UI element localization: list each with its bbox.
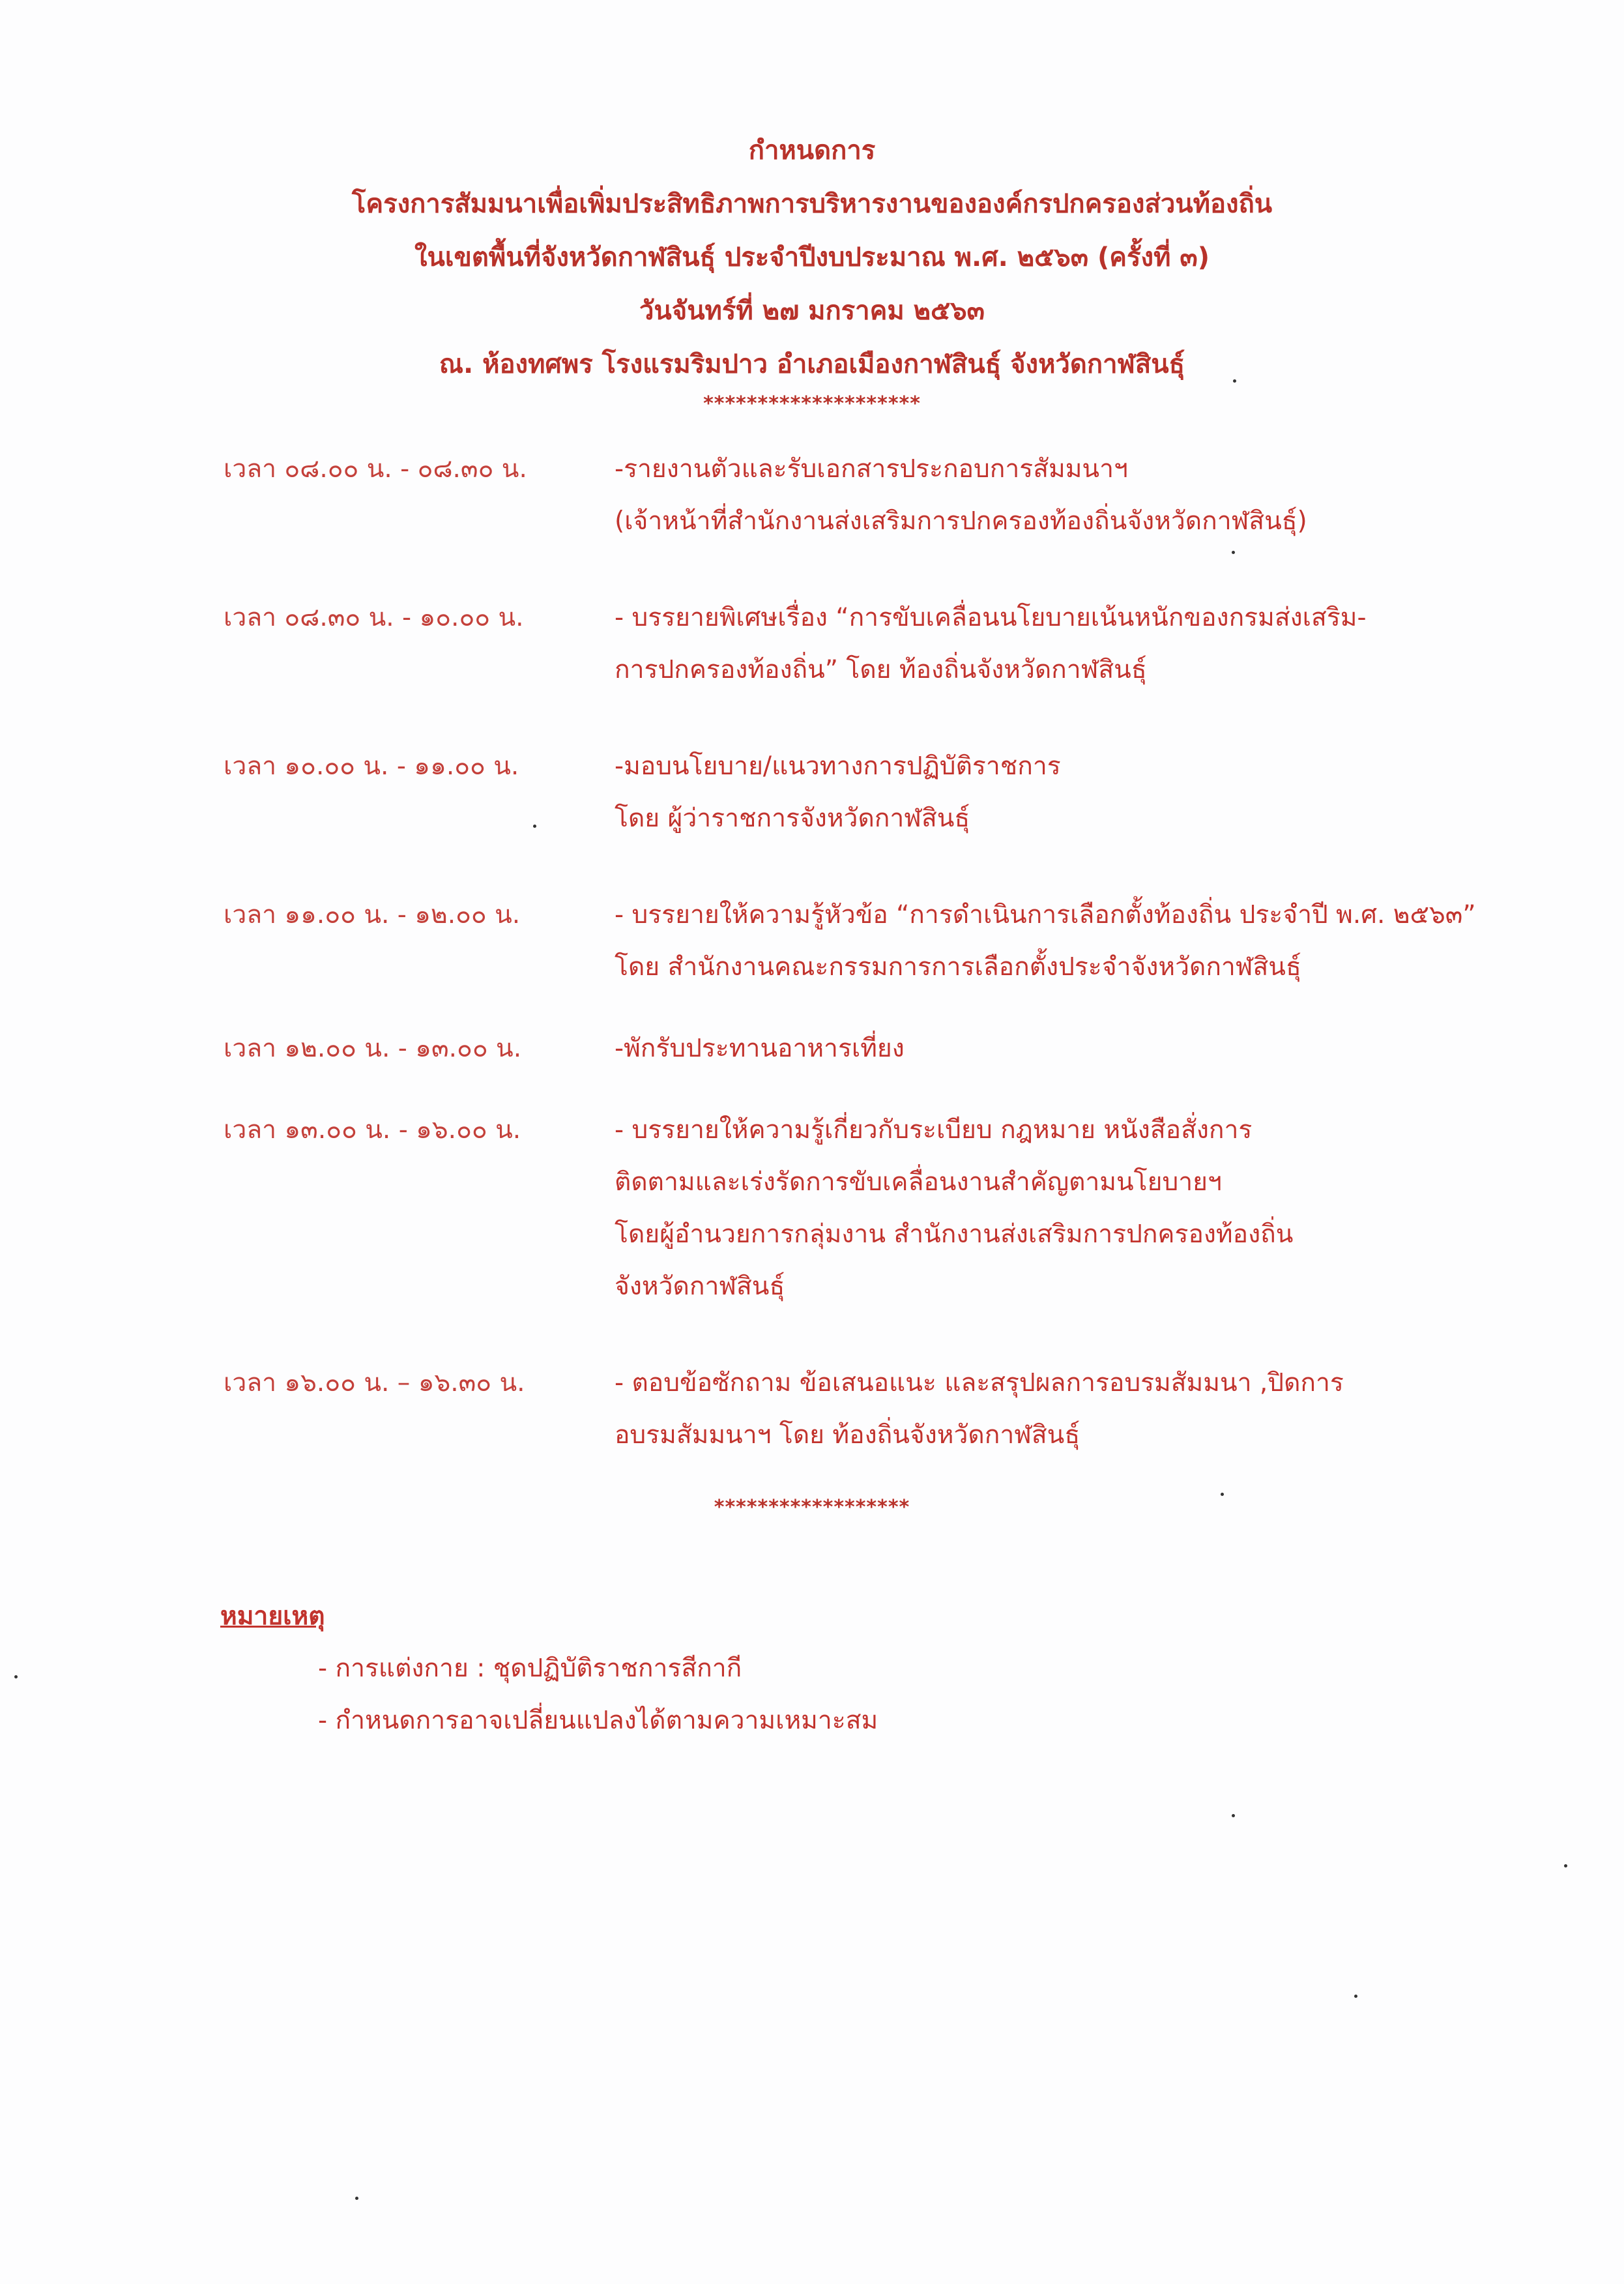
schedule-description-line: - ตอบข้อซักถาม ข้อเสนอแนะ และสรุปผลการอบรมสัมมนา ,ปิดการ bbox=[615, 1368, 1344, 1398]
note-heading: หมายเหตุ bbox=[220, 1602, 325, 1631]
scan-speck bbox=[1232, 1814, 1235, 1817]
schedule-time: เวลา ๑๖.๐๐ น. – ๑๖.๓๐ น. bbox=[224, 1368, 525, 1398]
note-item: - การแต่งกาย : ชุดปฏิบัติราชการสีกากี bbox=[318, 1654, 742, 1683]
schedule-description-line: โดย สำนักงานคณะกรรมการการเลือกตั้งประจำจังหวัดกาฬสินธุ์ bbox=[615, 952, 1301, 982]
note-item: - กำหนดการอาจเปลี่ยนแปลงได้ตามความเหมาะสม bbox=[318, 1706, 878, 1735]
schedule-description-line: - บรรยายให้ความรู้เกี่ยวกับระเบียบ กฎหมาย หนังสือสั่งการ bbox=[615, 1115, 1253, 1145]
schedule-row bbox=[224, 1104, 1559, 1313]
schedule-time: เวลา ๑๒.๐๐ น. - ๑๓.๐๐ น. bbox=[224, 1034, 522, 1063]
schedule-description-line: - บรรยายให้ความรู้หัวข้อ “การดำเนินการเลือกตั้งท้องถิ่น ประจำปี พ.ศ. ๒๕๖๓” bbox=[615, 900, 1476, 930]
document-title: กำหนดการ bbox=[748, 136, 876, 166]
scan-speck bbox=[1564, 1864, 1567, 1867]
schedule-row bbox=[224, 1357, 1559, 1461]
scan-speck bbox=[1221, 1493, 1224, 1496]
schedule-description-line: (เจ้าหน้าที่สำนักงานส่งเสริมการปกครองท้องถิ่นจังหวัดกาฬสินธุ์) bbox=[615, 506, 1307, 536]
project-name: โครงการสัมมนาเพื่อเพิ่มประสิทธิภาพการบริหารงานขององค์กรปกครองส่วนท้องถิ่น bbox=[351, 189, 1273, 219]
schedule-list bbox=[224, 443, 1559, 1461]
schedule-description-line: ติดตามและเร่งรัดการขับเคลื่อนงานสำคัญตามนโยบายฯ bbox=[615, 1167, 1222, 1197]
schedule-description-line: โดยผู้อำนวยการกลุ่มงาน สำนักงานส่งเสริมการปกครองท้องถิ่น bbox=[615, 1220, 1294, 1249]
schedule-description-line: -พักรับประทานอาหารเที่ยง bbox=[615, 1034, 905, 1063]
note-items bbox=[220, 1643, 878, 1747]
schedule-time: เวลา ๑๓.๐๐ น. - ๑๖.๐๐ น. bbox=[224, 1115, 521, 1145]
schedule-row bbox=[224, 592, 1559, 696]
event-venue: ณ. ห้องทศพร โรงแรมริมปาว อำเภอเมืองกาฬสินธุ์ จังหวัดกาฬสินธุ์ bbox=[439, 349, 1185, 379]
scan-speck bbox=[1232, 551, 1235, 554]
scan-speck bbox=[14, 1675, 18, 1678]
schedule-description bbox=[615, 1023, 1559, 1075]
schedule-row bbox=[224, 740, 1559, 845]
project-scope: ในเขตพื้นที่จังหวัดกาฬสินธุ์ ประจำปีงบประมาณ พ.ศ. ๒๕๖๓ (ครั้งที่ ๓) bbox=[414, 242, 1210, 272]
schedule-row bbox=[224, 443, 1559, 548]
schedule-time: เวลา ๑๐.๐๐ น. - ๑๑.๐๐ น. bbox=[224, 752, 519, 781]
schedule-description bbox=[615, 443, 1559, 548]
schedule-description-line: อบรมสัมมนาฯ โดย ท้องถิ่นจังหวัดกาฬสินธุ์ bbox=[615, 1420, 1080, 1450]
schedule-description-line: การปกครองท้องถิ่น” โดย ท้องถิ่นจังหวัดกาฬสินธุ์ bbox=[615, 655, 1147, 684]
schedule-description-line: โดย ผู้ว่าราชการจังหวัดกาฬสินธุ์ bbox=[615, 804, 970, 833]
schedule-description bbox=[615, 1357, 1559, 1461]
schedule-description-line: -รายงานตัวและรับเอกสารประกอบการสัมมนาฯ bbox=[615, 454, 1128, 484]
document-header bbox=[0, 124, 1624, 417]
scan-speck bbox=[533, 825, 536, 828]
footer-divider-stars: ****************** bbox=[714, 1496, 910, 1519]
schedule-row bbox=[224, 889, 1559, 993]
schedule-time: เวลา ๐๘.๐๐ น. - ๐๘.๓๐ น. bbox=[224, 454, 527, 484]
note-section bbox=[220, 1590, 878, 1747]
schedule-description bbox=[615, 1104, 1559, 1313]
schedule-description bbox=[615, 889, 1559, 993]
schedule-description bbox=[615, 740, 1559, 845]
header-divider-stars: ******************** bbox=[703, 392, 921, 415]
scan-speck bbox=[1354, 1995, 1357, 1998]
event-date: วันจันทร์ที่ ๒๗ มกราคม ๒๕๖๓ bbox=[639, 296, 985, 326]
schedule-description-line: -มอบนโยบาย/แนวทางการปฏิบัติราชการ bbox=[615, 752, 1061, 781]
schedule-description bbox=[615, 592, 1559, 696]
schedule-time: เวลา ๐๘.๓๐ น. - ๑๐.๐๐ น. bbox=[224, 603, 524, 632]
schedule-time: เวลา ๑๑.๐๐ น. - ๑๒.๐๐ น. bbox=[224, 900, 521, 930]
schedule-description-line: - บรรยายพิเศษเรื่อง “การขับเคลื่อนนโยบายเน้นหนักของกรมส่งเสริม- bbox=[615, 603, 1367, 632]
schedule-description-line: จังหวัดกาฬสินธุ์ bbox=[615, 1272, 785, 1301]
schedule-row bbox=[224, 1023, 1559, 1075]
scan-speck bbox=[355, 2197, 358, 2200]
scan-speck bbox=[1233, 379, 1236, 383]
